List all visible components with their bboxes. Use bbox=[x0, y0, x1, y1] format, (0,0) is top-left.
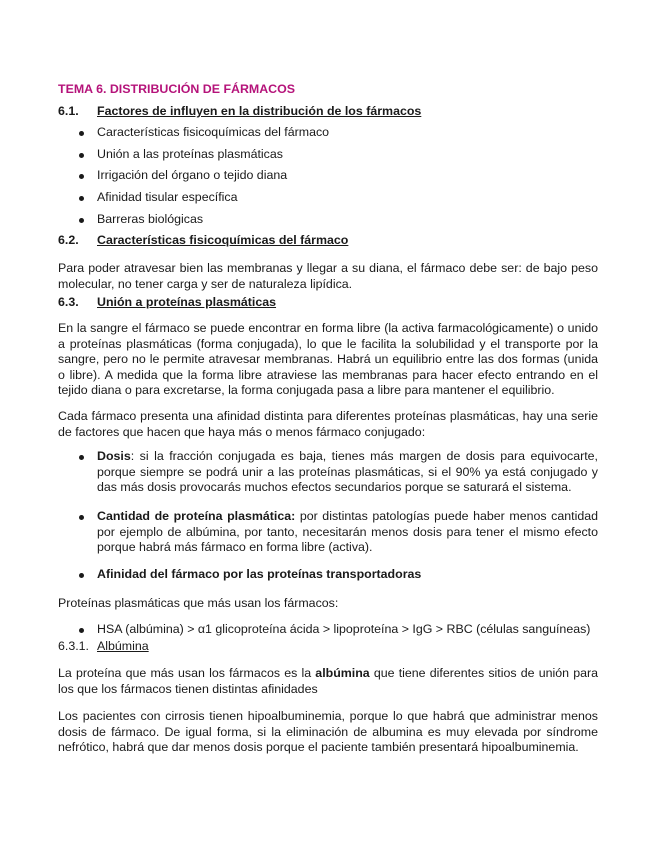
bullet-icon bbox=[79, 153, 84, 158]
list-item: Irrigación del órgano o tejido diana bbox=[97, 168, 288, 182]
bullet-term: Afinidad del fármaco por las proteínas transportadoras bbox=[97, 567, 422, 581]
bullet-text: : si la fracción conjugada es baja, tienes más margen de dosis para equivocarte, porque siempre se podrá unir a las proteínas plasmáticas, si el 90% ya está conjugado y das más dosis provocarás muchos efectos secundarios porque se saturará el sistema. bbox=[97, 449, 598, 494]
bullet-icon bbox=[79, 455, 84, 460]
bullet-paragraph bbox=[97, 449, 598, 496]
paragraph-text: que tiene diferentes sitios de unión para los que los fármacos tienen distintas afinidades bbox=[58, 666, 598, 696]
paragraph-text: La proteína que más usan los fármacos es la bbox=[58, 666, 316, 680]
bullet-term: Dosis bbox=[97, 449, 131, 463]
list-item: Afinidad tisular específica bbox=[97, 190, 238, 204]
bullet-icon bbox=[79, 628, 84, 633]
bullet-icon bbox=[79, 174, 84, 179]
list-item: HSA (albúmina) > α1 glicoproteína ácida > lipoproteína > IgG > RBC (células sanguíneas) bbox=[97, 622, 591, 636]
list-item: Unión a las proteínas plasmáticas bbox=[97, 147, 283, 161]
bullet-term: Cantidad de proteína plasmática: bbox=[97, 509, 296, 523]
list-item: Características fisicoquímicas del fármaco bbox=[97, 125, 330, 139]
bullet-icon bbox=[79, 196, 84, 201]
section-number: 6.3. bbox=[58, 295, 79, 309]
section-number: 6.2. bbox=[58, 233, 79, 247]
bullet-icon bbox=[79, 218, 84, 223]
paragraph: Para poder atravesar bien las membranas y llegar a su diana, el fármaco debe ser: de bajo peso molecular, no tener carga y ser de naturaleza lipídica. bbox=[58, 261, 598, 291]
paragraph bbox=[58, 666, 598, 697]
list-item: Barreras biológicas bbox=[97, 212, 204, 226]
section-heading: Características fisicoquímicas del fármaco bbox=[97, 233, 349, 247]
section-heading: Factores de influyen en la distribución de los fármacos bbox=[97, 104, 422, 118]
page-title: TEMA 6. DISTRIBUCIÓN DE FÁRMACOS bbox=[58, 82, 296, 96]
subsection-heading: Albúmina bbox=[97, 639, 149, 653]
paragraph: En la sangre el fármaco se puede encontrar en forma libre (la activa farmacológicamente) o unido a proteínas plasmáticas (forma conjugada), lo que le facilita la solubilidad y el transporte por la sangre, pero no le permite atravesar membranas. Habrá un equilibrio entre las dos formas (unida o libre). A medida que la forma libre atraviese las membranas para hacer efecto entrando en el tejido diana o para excretarse, la forma conjugada pasa a libre para mantener el equilibrio. bbox=[58, 321, 598, 397]
section-number: 6.1. bbox=[58, 104, 79, 118]
paragraph: Los pacientes con cirrosis tienen hipoalbuminemia, porque lo que habrá que administrar menos dosis de fármaco. De igual forma, si la eliminación de albumina es muy elevada por síndrome nefrótico, habrá que dar menos dosis porque el paciente también presentará hipoalbuminemia. bbox=[58, 709, 598, 754]
bullet-icon bbox=[79, 515, 84, 520]
bullet-paragraph bbox=[97, 567, 421, 583]
bullet-text: por distintas patologías puede haber menos cantidad por ejemplo de albúmina, por tanto, necesitarán menos dosis para tener el mismo efecto porque habrá más fármaco en forma libre (activa). bbox=[97, 509, 598, 554]
bullet-icon bbox=[79, 131, 84, 136]
section-heading: Unión a proteínas plasmáticas bbox=[97, 295, 277, 309]
paragraph: Cada fármaco presenta una afinidad distinta para diferentes proteínas plasmáticas, hay una serie de factores que hacen que haya más o menos fármaco conjugado: bbox=[58, 409, 598, 439]
bullet-paragraph bbox=[97, 509, 598, 556]
subsection-number: 6.3.1. bbox=[58, 639, 90, 653]
emphasis-term: albúmina bbox=[315, 666, 370, 680]
bullet-icon bbox=[79, 573, 84, 578]
paragraph: Proteínas plasmáticas que más usan los fármacos: bbox=[58, 596, 339, 610]
